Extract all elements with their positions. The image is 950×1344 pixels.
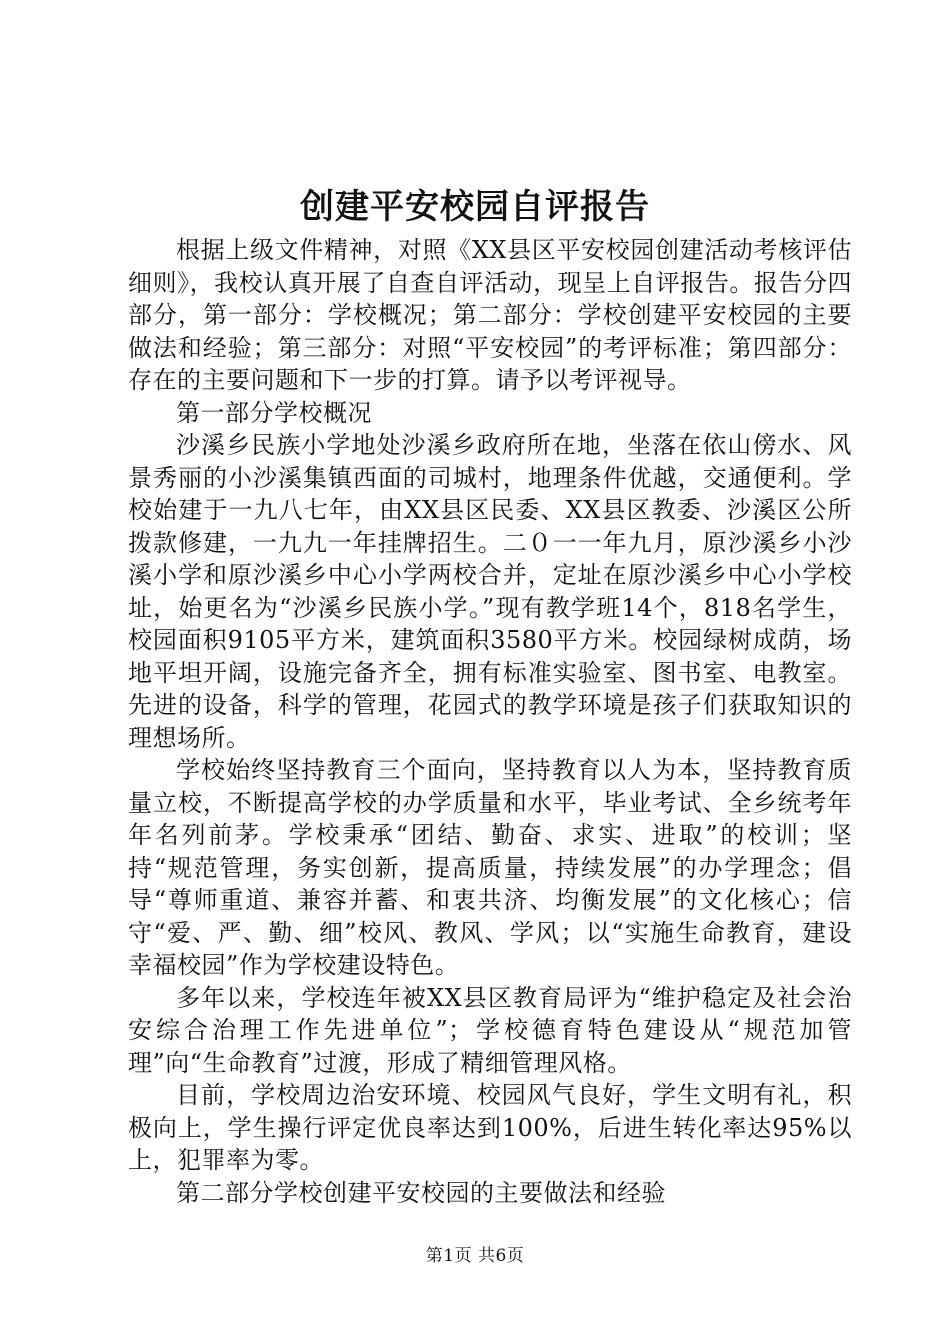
current-status-paragraph: 目前，学校周边治安环境、校园风气良好，学生文明有礼，积极向上，学生操行评定优良率达到100%，后进生转化率达95%以上，犯罪率为零。 (128, 1081, 852, 1174)
honors-paragraph: 多年以来，学校连年被XX县区教育局评为“维护稳定及社会治安综合治理工作先进单位”；学校德育特色建设从“规范加管理”向“生命教育”过渡，形成了精细管理风格。 (128, 983, 852, 1077)
section-heading-part-2: 第二部分学校创建平安校园的主要做法和经验 (176, 1178, 666, 1207)
page-footer: 第1页 共6页 (425, 1246, 525, 1266)
document-body (128, 234, 852, 1209)
school-philosophy-paragraph: 学校始终坚持教育三个面向，坚持教育以人为本，坚持教育质量立校，不断提高学校的办学质量和水平，毕业考试、全乡统考年年名列前茅。学校秉承“团结、勤奋、求实、进取”的校训；坚持“规范管理，务实创新，提高质量，持续发展”的办学理念；倡导“尊师重道、兼容并蓄、和衷共济、均衡发展”的文化核心；信守“爱、严、勤、细”校风、教风、学风；以“实施生命教育，建设幸福校园”作为学校建设特色。 (128, 756, 852, 979)
intro-paragraph: 根据上级文件精神，对照《XX县区平安校园创建活动考核评估细则》，我校认真开展了自查自评活动，现呈上自评报告。报告分四部分，第一部分：学校概况；第二部分：学校创建平安校园的主要做法和经验；第三部分：对照“平安校园”的考评标准；第四部分：存在的主要问题和下一步的打算。请予以考评视导。 (128, 236, 852, 394)
document-title: 创建平安校园自评报告 (300, 187, 650, 227)
school-overview-paragraph: 沙溪乡民族小学地处沙溪乡政府所在地，坐落在依山傍水、风景秀丽的小沙溪集镇西面的司城村，地理条件优越，交通便利。学校始建于一九八七年，由XX县区民委、XX县区教委、沙溪区公所拨款修建，一九九一年挂牌招生。二０一一年九月，原沙溪乡小沙溪小学和原沙溪乡中心小学两校合并，定址在原沙溪乡中心小学校址，始更名为“沙溪乡民族小学。”现有教学班14个，818名学生，校园面积9105平方米，建筑面积3580平方米。校园绿树成荫，场地平坦开阔，设施完备齐全，拥有标准实验室、图书室、电教室。先进的设备，科学的管理，花园式的教学环境是孩子们获取知识的理想场所。 (128, 431, 852, 752)
section-heading-part-1: 第一部分学校概况 (176, 398, 372, 427)
